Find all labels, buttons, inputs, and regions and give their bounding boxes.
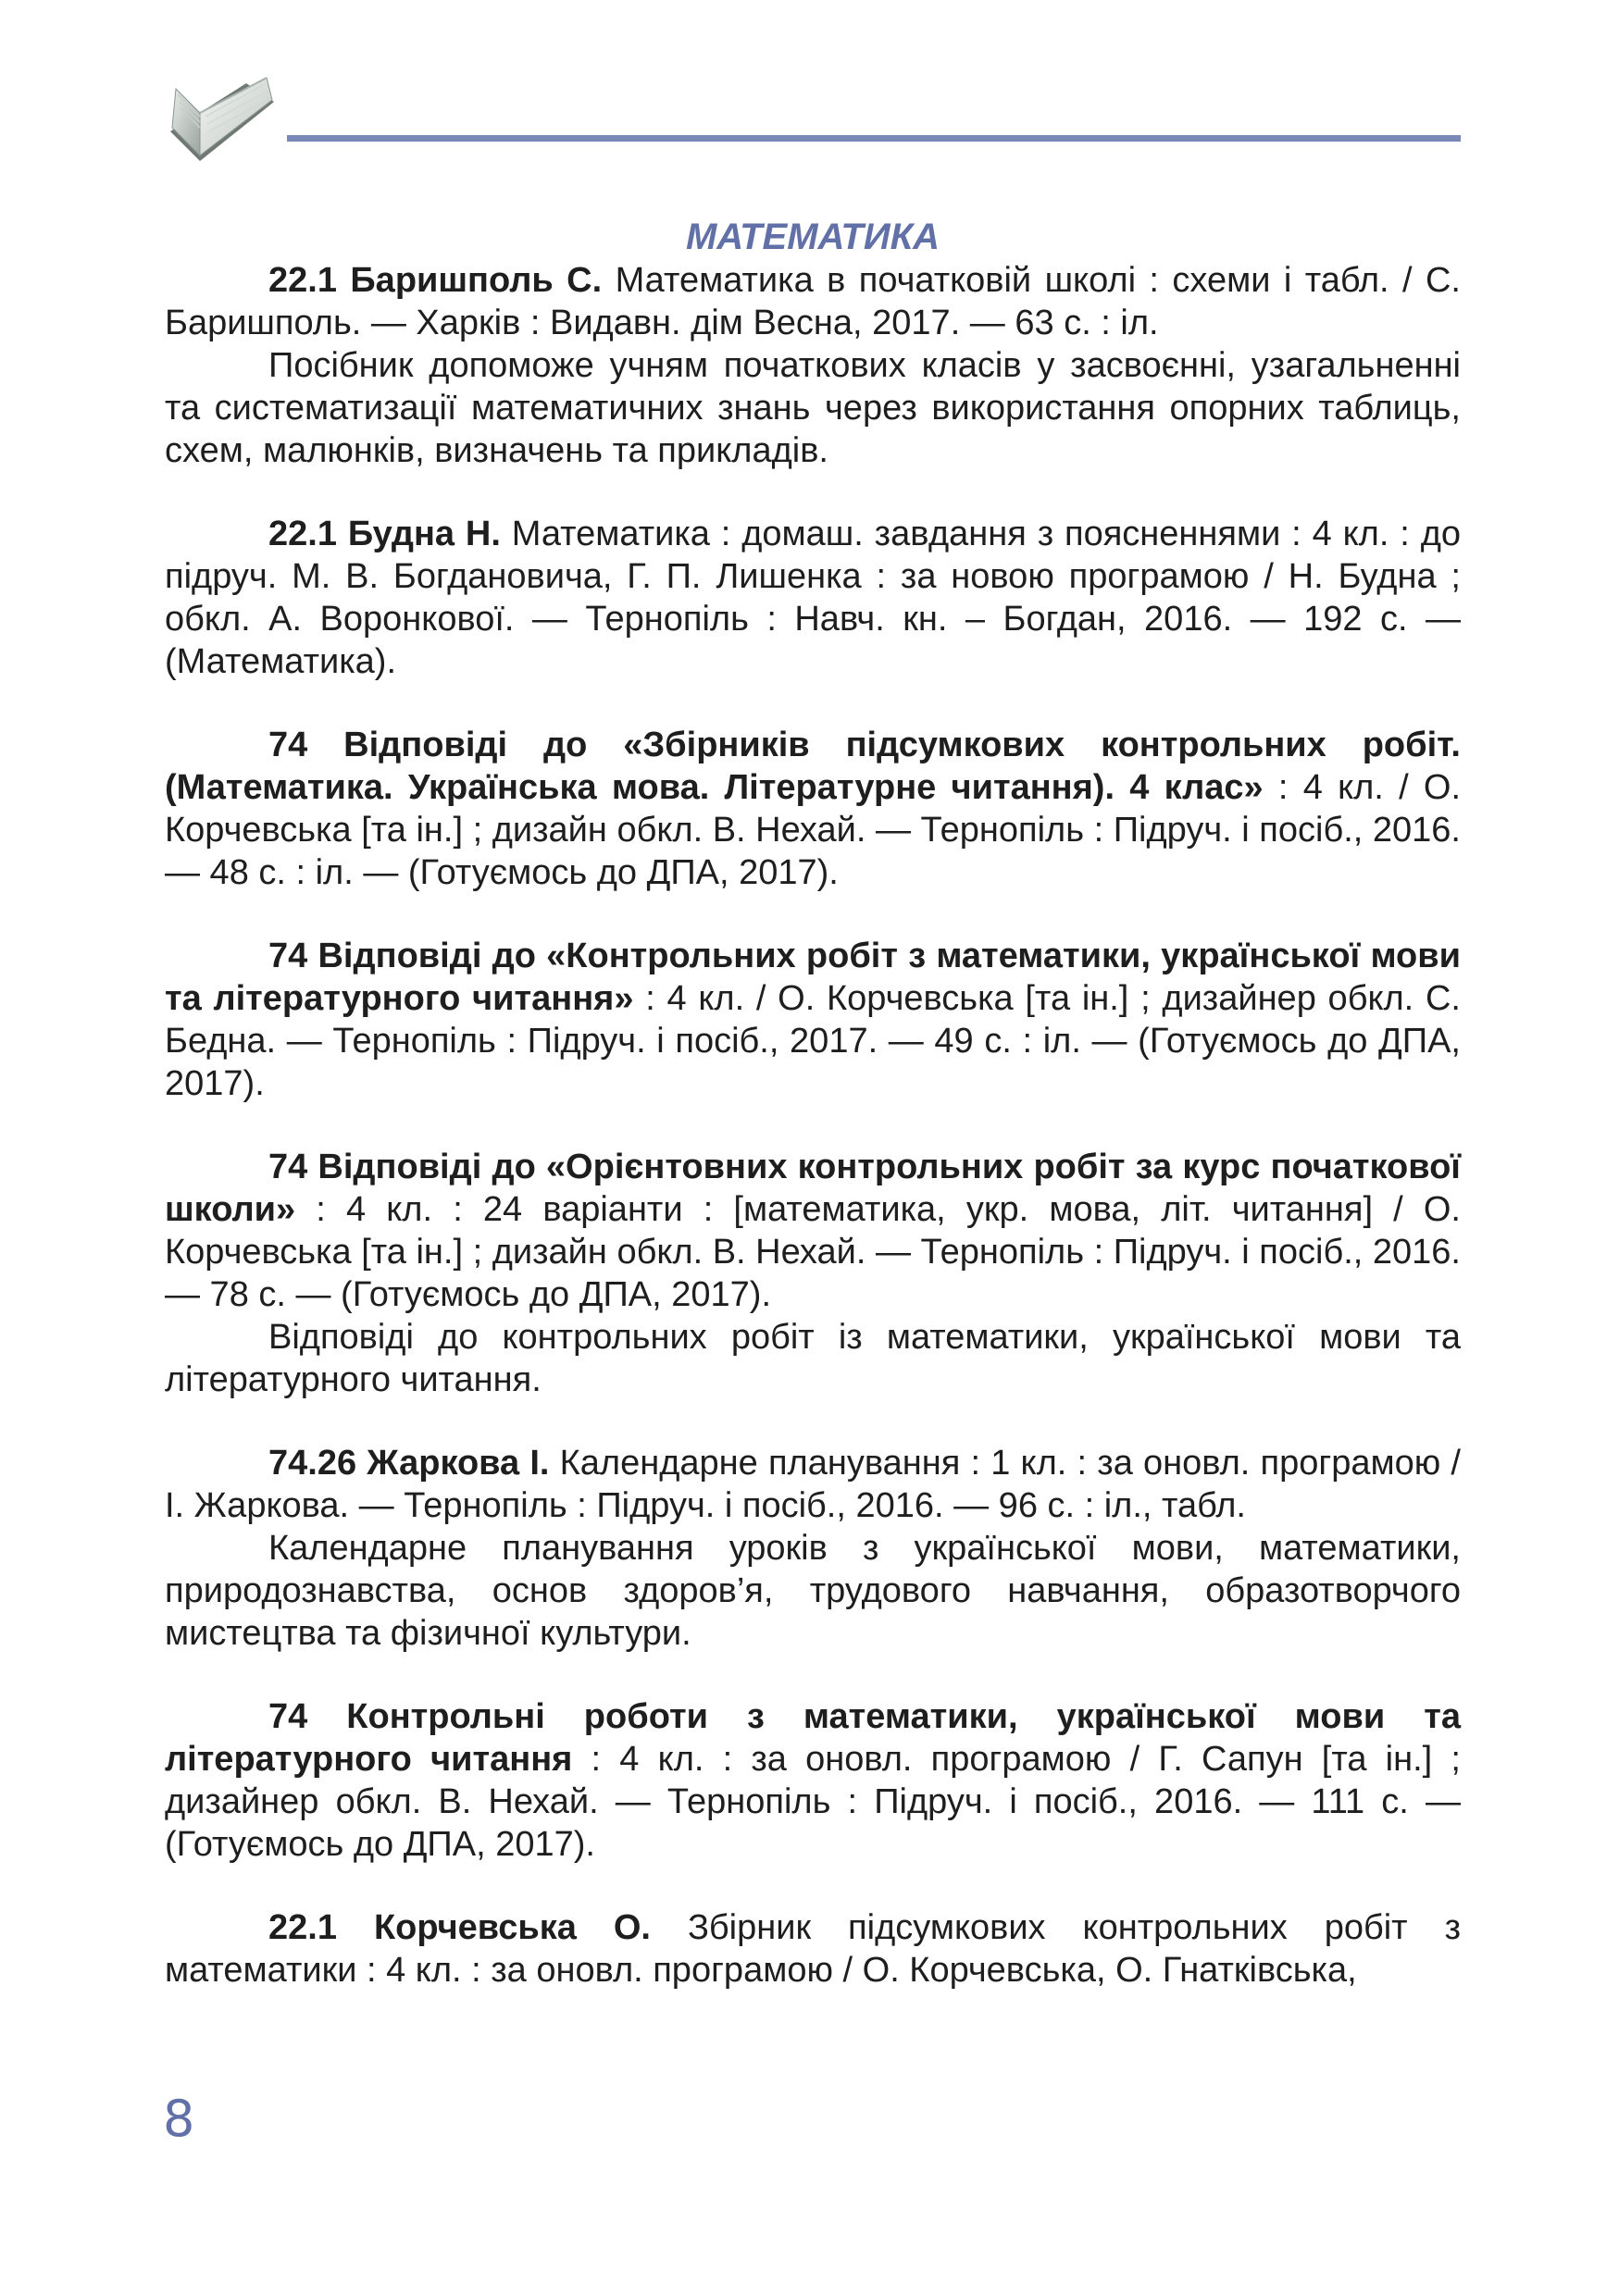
entry-citation bbox=[165, 1695, 1461, 1866]
entry-heading: 74 Відповіді до «Контрольних робіт з математики, української мови та літературного читання» bbox=[165, 937, 1461, 1018]
entry-heading: 74 Відповіді до «Орієнтовних контрольних робіт за курс початкової школи» bbox=[165, 1148, 1461, 1229]
catalog-entry bbox=[165, 1695, 1461, 1866]
entry-citation bbox=[165, 724, 1461, 894]
entry-heading: 74 Контрольні роботи з математики, української мови та літературного читання bbox=[165, 1697, 1461, 1779]
catalog-entry bbox=[165, 1442, 1461, 1655]
entry-body: Календарне планування : 1 кл. : за оновл. програмою / І. Жаркова. — Тернопіль : Підруч. і посіб., 2016. — 96 с. : іл., табл. bbox=[165, 1444, 1461, 1525]
entry-body: Збірник підсумкових контрольних робіт з математики : 4 кл. : за оновл. програмою / О. Корчевська, О. Гнатківська, bbox=[165, 1908, 1461, 1990]
entry-body: : 4 кл. : за оновл. програмою / Г. Сапун [та ін.] ; дизайнер обкл. В. Нехай. — Тернопіль : Підруч. і посіб., 2016. — 111 с. — (Готуємось до ДПА, 2017). bbox=[165, 1740, 1461, 1864]
entry-citation bbox=[165, 1146, 1461, 1316]
entry-heading: 74.26 Жаркова І. bbox=[268, 1444, 550, 1483]
entry-citation bbox=[165, 935, 1461, 1105]
header-rule bbox=[287, 135, 1461, 142]
catalog-entry bbox=[165, 1906, 1461, 1992]
entry-heading: 22.1 Баришполь С. bbox=[268, 261, 603, 300]
catalog-entry bbox=[165, 724, 1461, 894]
entry-heading: 22.1 Будна Н. bbox=[268, 515, 501, 553]
entry-citation bbox=[165, 513, 1461, 683]
section-title: МАТЕМАТИКА bbox=[685, 217, 940, 257]
entry-body: : 4 кл. / О. Корчевська [та ін.] ; дизайнер обкл. С. Бедна. — Тернопіль : Підруч. і посіб., 2017. — 49 с. : іл. — (Готуємось до ДПА, 2017). bbox=[165, 979, 1461, 1103]
catalog-content bbox=[165, 215, 1461, 2032]
catalog-entry bbox=[165, 935, 1461, 1105]
catalog-entry bbox=[165, 259, 1461, 472]
catalog-entry bbox=[165, 1146, 1461, 1401]
entry-heading: 22.1 Корчевська О. bbox=[268, 1908, 651, 1947]
entry-annotation: Календарне планування уроків з української мови, математики, природознавства, основ здоров’я, трудового навчання, образотворчого мистецтва та фізичної культури. bbox=[165, 1529, 1461, 1653]
entry-citation bbox=[165, 1442, 1461, 1527]
entry-annotation: Посібник допоможе учням початкових класів у засвоєнні, узагальненні та систематизації математичних знань через використання опорних таблиць, схем, малюнків, визначень та прикладів. bbox=[165, 346, 1461, 470]
entry-citation bbox=[165, 1906, 1461, 1992]
entry-body: Математика в початковій школі : схеми і табл. / С. Баришполь. — Харків : Видавн. дім Весна, 2017. — 63 с. : іл. bbox=[165, 261, 1461, 342]
entry-body: : 4 кл. / О. Корчевська [та ін.] ; дизайн обкл. В. Нехай. — Тернопіль : Підруч. і посіб., 2016. — 48 с. : іл. — (Готуємось до ДПА, 2017). bbox=[165, 768, 1462, 892]
entry-heading: 74 Відповіді до «Збірників підсумкових контрольних робіт. (Математика. Українська мова. Літературне читання). 4 клас» bbox=[165, 726, 1461, 807]
entry-body: Математика : домаш. завдання з поясненнями : 4 кл. : до підруч. М. В. Богдановича, Г. П. Лишенка : за новою програмою / Н. Будна ; обкл. А. Воронкової. — Тернопіль : Навч. кн. – Богдан, 2016. — 192 с. — (Математика). bbox=[165, 515, 1461, 681]
entry-body: : 4 кл. : 24 варіанти : [математика, укр. мова, літ. читання] / О. Корчевська [та ін.] ; дизайн обкл. В. Нехай. — Тернопіль : Підруч. і посіб., 2016. — 78 с. — (Готуємось до ДПА, 2017). bbox=[165, 1190, 1461, 1314]
page-number: 8 bbox=[163, 2090, 195, 2148]
entry-annotation: Відповіді до контрольних робіт із математики, української мови та літературного читання. bbox=[165, 1318, 1461, 1399]
entry-citation bbox=[165, 259, 1461, 344]
catalog-entry bbox=[165, 513, 1461, 683]
open-book-icon bbox=[163, 76, 283, 168]
